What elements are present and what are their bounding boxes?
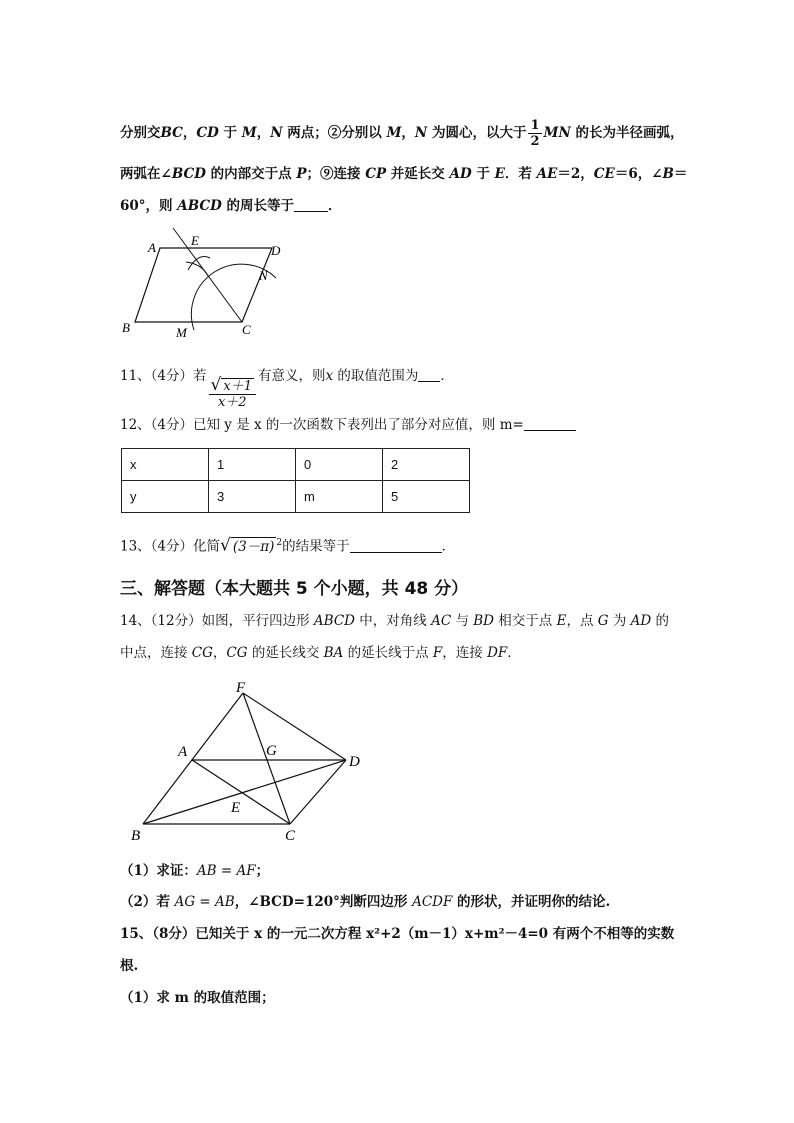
table-row: y 3 m 5 (122, 481, 470, 513)
diagonal-bd (143, 760, 346, 824)
q10-line-3: 60°，则 ABCD 的周长等于 ． (120, 198, 342, 214)
q12-value-table (121, 448, 470, 513)
label-n: N (259, 268, 268, 283)
segment-cd (290, 760, 346, 824)
label-g: G (266, 743, 277, 759)
q10-line-1: 分别交BC，CD 于 M，N 两点；②分别以 M，N 为圆心，以大于 $\frac{1}{2}$ MN 的长为半径画弧， (120, 118, 684, 149)
q10-parallelogram-figure (118, 222, 298, 340)
label-c: C (242, 322, 251, 337)
q15-line-2: 根. (120, 958, 139, 974)
segment-fd (243, 693, 346, 760)
q12: 12、（4分）已知 y 是 x 的一次函数下表列出了部分对应值，则 m= (120, 416, 576, 434)
answer-blank (418, 367, 440, 382)
answer-blank (524, 416, 576, 431)
answer-blank (294, 197, 328, 212)
label-d: D (271, 243, 281, 258)
label-b: B (122, 320, 130, 335)
segment-bf (143, 693, 243, 824)
parallelogram-abcd (135, 248, 272, 322)
q14-line-2: 中点，连接 CG，CG 的延长线交 BA 的延长线于点 F，连接 DF． (120, 645, 521, 661)
q15-line-1: 15、（8分）已知关于 x 的一元二次方程 x²+2（m－1）x+m²－4=0 有两个不相等的实数 (120, 926, 675, 942)
label-a: A (148, 240, 156, 255)
section-heading: 三、解答题（本大题共 5 个小题，共 48 分） (120, 579, 469, 599)
q15-part-1: （1）求 m 的取值范围； (120, 990, 275, 1006)
fraction-one-half: $\frac{1}{2}$ (530, 118, 540, 149)
label-b: B (131, 828, 141, 844)
q14-part-2: （2）若 AG = AB，∠BCD=120°判断四边形 ACDF 的形状，并证明你的结论. (120, 894, 611, 910)
q10-line-2: 两弧在∠BCD 的内部交于点 P；⑨连接 CP 并延长交 AD 于 E．若 AE＝2，CE＝6，∠B＝ (120, 166, 688, 182)
table-row: x 1 0 2 (122, 449, 470, 481)
answer-blank (350, 538, 442, 553)
q11: 11、（4分）若 $\frac{√ x+1}{x+2}$ 有意义，则x 的取值范围为 ． (120, 368, 454, 410)
q13: 13、（4分）化简√ (3－π) $^2$的结果等于 ． (120, 535, 456, 556)
label-d: D (349, 754, 360, 770)
q14-line-1: 14、（12分）如图，平行四边形 ABCD 中，对角线 AC 与 BD 相交于点 E，点 G 为 AD 的 (120, 613, 670, 629)
diagonal-ac (192, 760, 290, 824)
arc-intersection-2 (186, 262, 208, 276)
label-e: E (231, 800, 241, 816)
label-m: M (176, 325, 187, 340)
label-e: E (191, 233, 199, 248)
q14-figure (126, 676, 366, 846)
radical-sign: √ (220, 535, 231, 556)
q11-fraction: $\frac{√ x+1}{x+2}$ (209, 378, 256, 410)
label-f: F (236, 680, 246, 696)
label-c: C (285, 828, 296, 844)
label-a: A (178, 744, 188, 760)
q14-part-1: （1）求证：AB = AF； (120, 863, 270, 879)
